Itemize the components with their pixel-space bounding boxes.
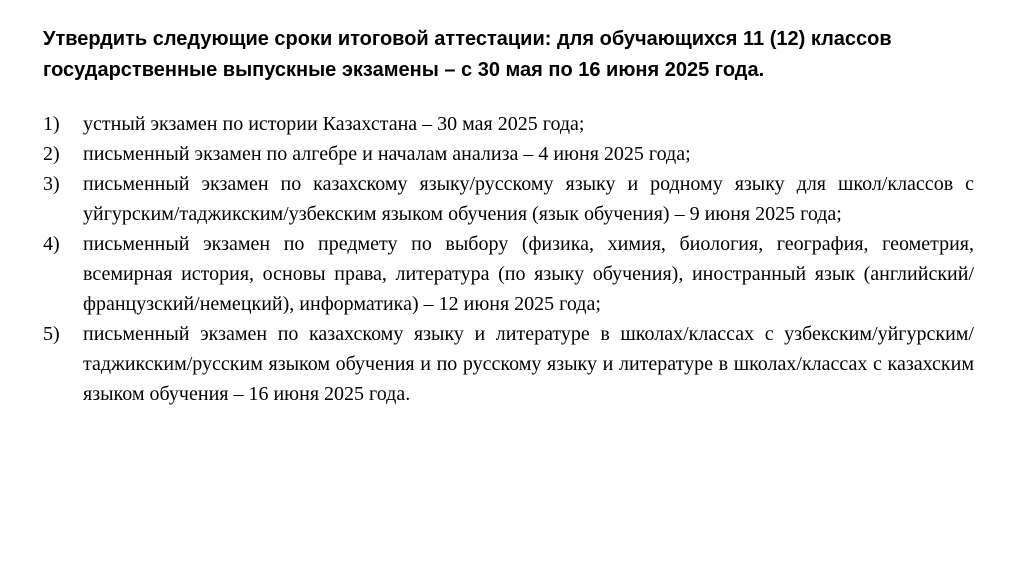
list-item-number: 5) bbox=[43, 323, 60, 345]
list-item bbox=[43, 229, 974, 319]
list-item-number: 1) bbox=[43, 113, 60, 135]
heading: Утвердить следующие сроки итоговой аттестации: для обучающихся 11 (12) классов государственные выпускные экзамены – с 30 мая по 16 июня 2025 года. bbox=[43, 28, 892, 81]
list-item bbox=[43, 319, 974, 409]
list-item-number: 4) bbox=[43, 233, 60, 255]
exam-schedule-list bbox=[43, 109, 974, 409]
list-item-text: письменный экзамен по алгебре и началам анализа – 4 июня 2025 года; bbox=[83, 143, 691, 165]
list-item bbox=[43, 109, 974, 139]
list-item-number: 2) bbox=[43, 143, 60, 165]
list-item-text: письменный экзамен по казахскому языку/русскому языку и родному языку для школ/классов с уйгурским/таджикским/узбекским языком обучения (язык обучения) – 9 июня 2025 года; bbox=[83, 173, 974, 225]
list-item-text: письменный экзамен по казахскому языку и литературе в школах/классах с узбекским/уйгурским/таджикским/русским языком обучения и по русскому языку и литературе в школах/классах с казахским языком обучения – 16 июня 2025 года. bbox=[83, 323, 974, 405]
list-item-text: устный экзамен по истории Казахстана – 30 мая 2025 года; bbox=[83, 113, 585, 135]
list-item-text: письменный экзамен по предмету по выбору (физика, химия, биология, география, геометрия, всемирная история, основы права, литература (по языку обучения), иностранный язык (английский/французский/немецкий), информатика) – 12 июня 2025 года; bbox=[83, 233, 974, 315]
list-item bbox=[43, 169, 974, 229]
list-item-number: 3) bbox=[43, 173, 60, 195]
list-item bbox=[43, 139, 974, 169]
